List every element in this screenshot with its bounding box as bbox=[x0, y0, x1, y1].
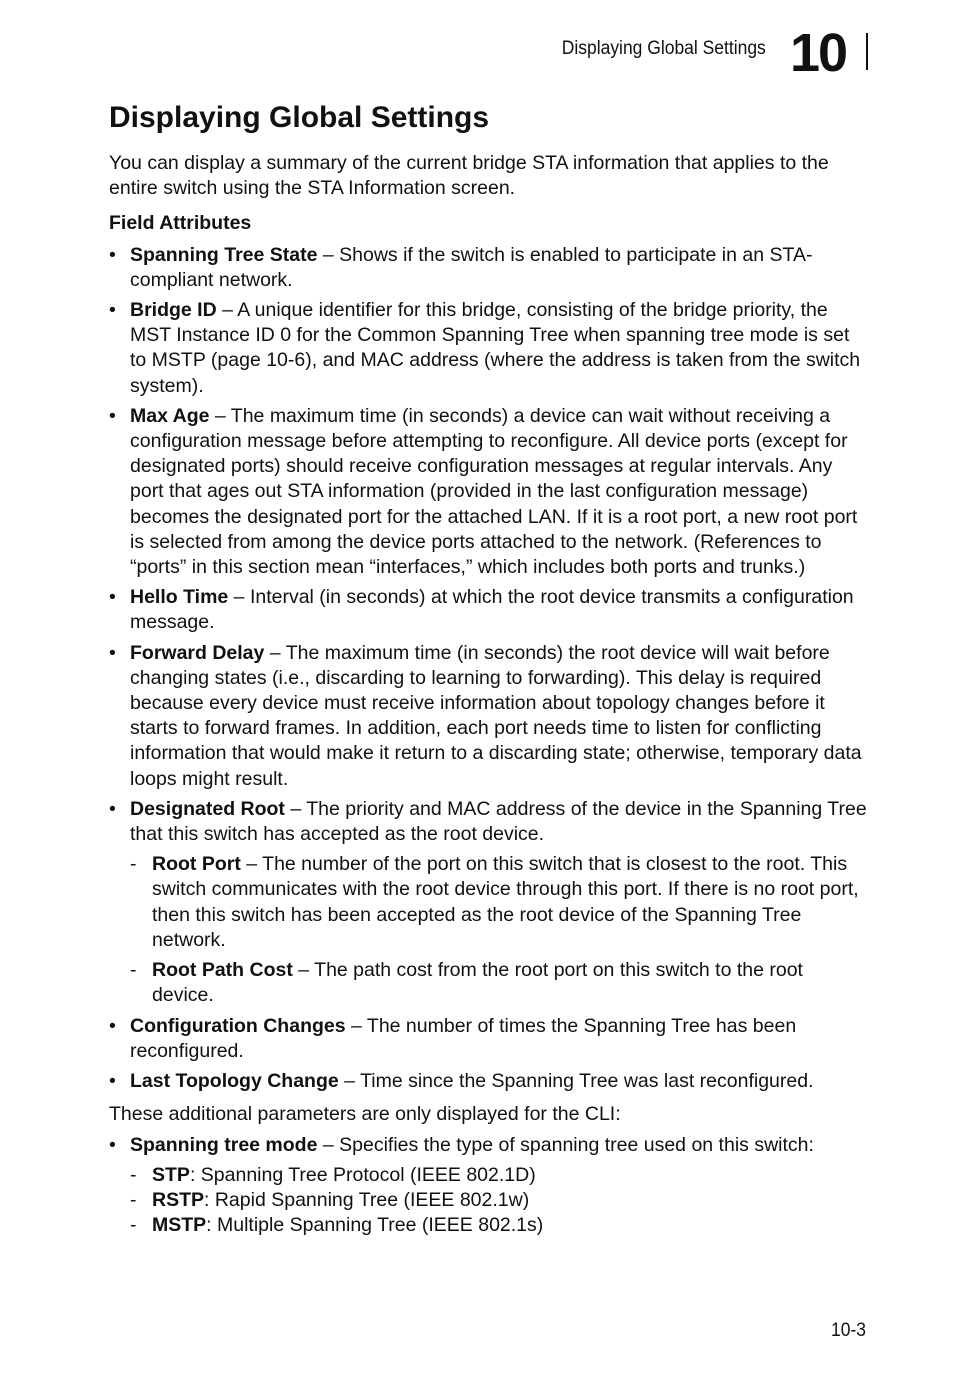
field-item-designated-root: • Designated Root – The priority and MAC address of the device in the Spanning Tree that this switch has accepted as the root device. - Root Port – The number of the port on this switch that is closest to the root. This switch communicates with the root device through this port. If there is no root port, then this switch has been accepted as the root device of the Spanning Tree network. - Root Path Cost – The path cost from the root port on this switch to the root device. bbox=[109, 797, 869, 1009]
subfield-item-root-port: - Root Port – The number of the port on this switch that is closest to the root. This switch communicates with the root device through this port. If there is no root port, then this switch has been accepted as the root device of the Spanning Tree network. bbox=[130, 852, 869, 953]
field-item-last-topology-change: • Last Topology Change – Time since the Spanning Tree was last reconfigured. bbox=[109, 1069, 869, 1094]
mode-item-mstp: - MSTP: Multiple Spanning Tree (IEEE 802.1s) bbox=[130, 1213, 869, 1238]
cli-intro-paragraph: These additional parameters are only displayed for the CLI: bbox=[109, 1103, 621, 1126]
chapter-divider bbox=[866, 33, 868, 70]
cli-field-item-spanning-tree-mode: • Spanning tree mode – Specifies the type of spanning tree used on this switch: - STP: Spanning Tree Protocol (IEEE 802.1D) - RSTP: Rapid Spanning Tree (IEEE 802.1w) - MSTP: Multiple Spanning Tree (IEEE 802.1s) bbox=[109, 1133, 869, 1238]
field-attributes-heading: Field Attributes bbox=[109, 212, 252, 235]
subfield-item-root-path-cost: - Root Path Cost – The path cost from the root port on this switch to the root device. bbox=[130, 958, 869, 1008]
field-item-configuration-changes: • Configuration Changes – The number of times the Spanning Tree has been reconfigured. bbox=[109, 1014, 869, 1064]
page-content bbox=[109, 99, 869, 1243]
field-item-forward-delay: • Forward Delay – The maximum time (in seconds) the root device will wait before changing states (i.e., discarding to learning to forwarding). This delay is required because every device must receive information about topology changes before it starts to forward frames. In addition, each port needs time to listen for conflicting information that would make it return to a discarding state; otherwise, temporary data loops might result. bbox=[109, 641, 869, 792]
intro-paragraph: You can display a summary of the current bridge STA information that applies to the entire switch using the STA Information screen. bbox=[109, 152, 829, 200]
field-item-spanning-tree-state: • Spanning Tree State – Shows if the switch is enabled to participate in an STA-compliant network. bbox=[109, 243, 869, 293]
field-list bbox=[109, 243, 869, 1095]
field-item-bridge-id: • Bridge ID – A unique identifier for this bridge, consisting of the bridge priority, the MST Instance ID 0 for the Common Spanning Tree when spanning tree mode is set to MSTP (page 10-6), and MAC address (where the address is taken from the switch system). bbox=[109, 298, 869, 399]
cli-field-list bbox=[109, 1133, 869, 1238]
page-title: Displaying Global Settings bbox=[109, 101, 490, 134]
page-number: 10-3 bbox=[831, 1320, 866, 1341]
designated-root-sublist bbox=[130, 852, 869, 1008]
mode-sublist bbox=[130, 1163, 869, 1239]
field-item-max-age: • Max Age – The maximum time (in seconds) a device can wait without receiving a configuration message before attempting to reconfigure. All device ports (except for designated ports) should receive configuration messages at regular intervals. Any port that ages out STA information (provided in the last configuration message) becomes the designated port for the attached LAN. If it is a root port, a new root port is selected from among the device ports attached to the network. (References to “ports” in this section mean “interfaces,” which includes both ports and trunks.) bbox=[109, 404, 869, 580]
field-item-hello-time: • Hello Time – Interval (in seconds) at which the root device transmits a configuration message. bbox=[109, 585, 869, 635]
running-header: Displaying Global Settings bbox=[561, 38, 766, 59]
mode-item-stp: - STP: Spanning Tree Protocol (IEEE 802.1D) bbox=[130, 1163, 869, 1188]
mode-item-rstp: - RSTP: Rapid Spanning Tree (IEEE 802.1w) bbox=[130, 1188, 869, 1213]
chapter-number: 10 bbox=[790, 23, 847, 83]
